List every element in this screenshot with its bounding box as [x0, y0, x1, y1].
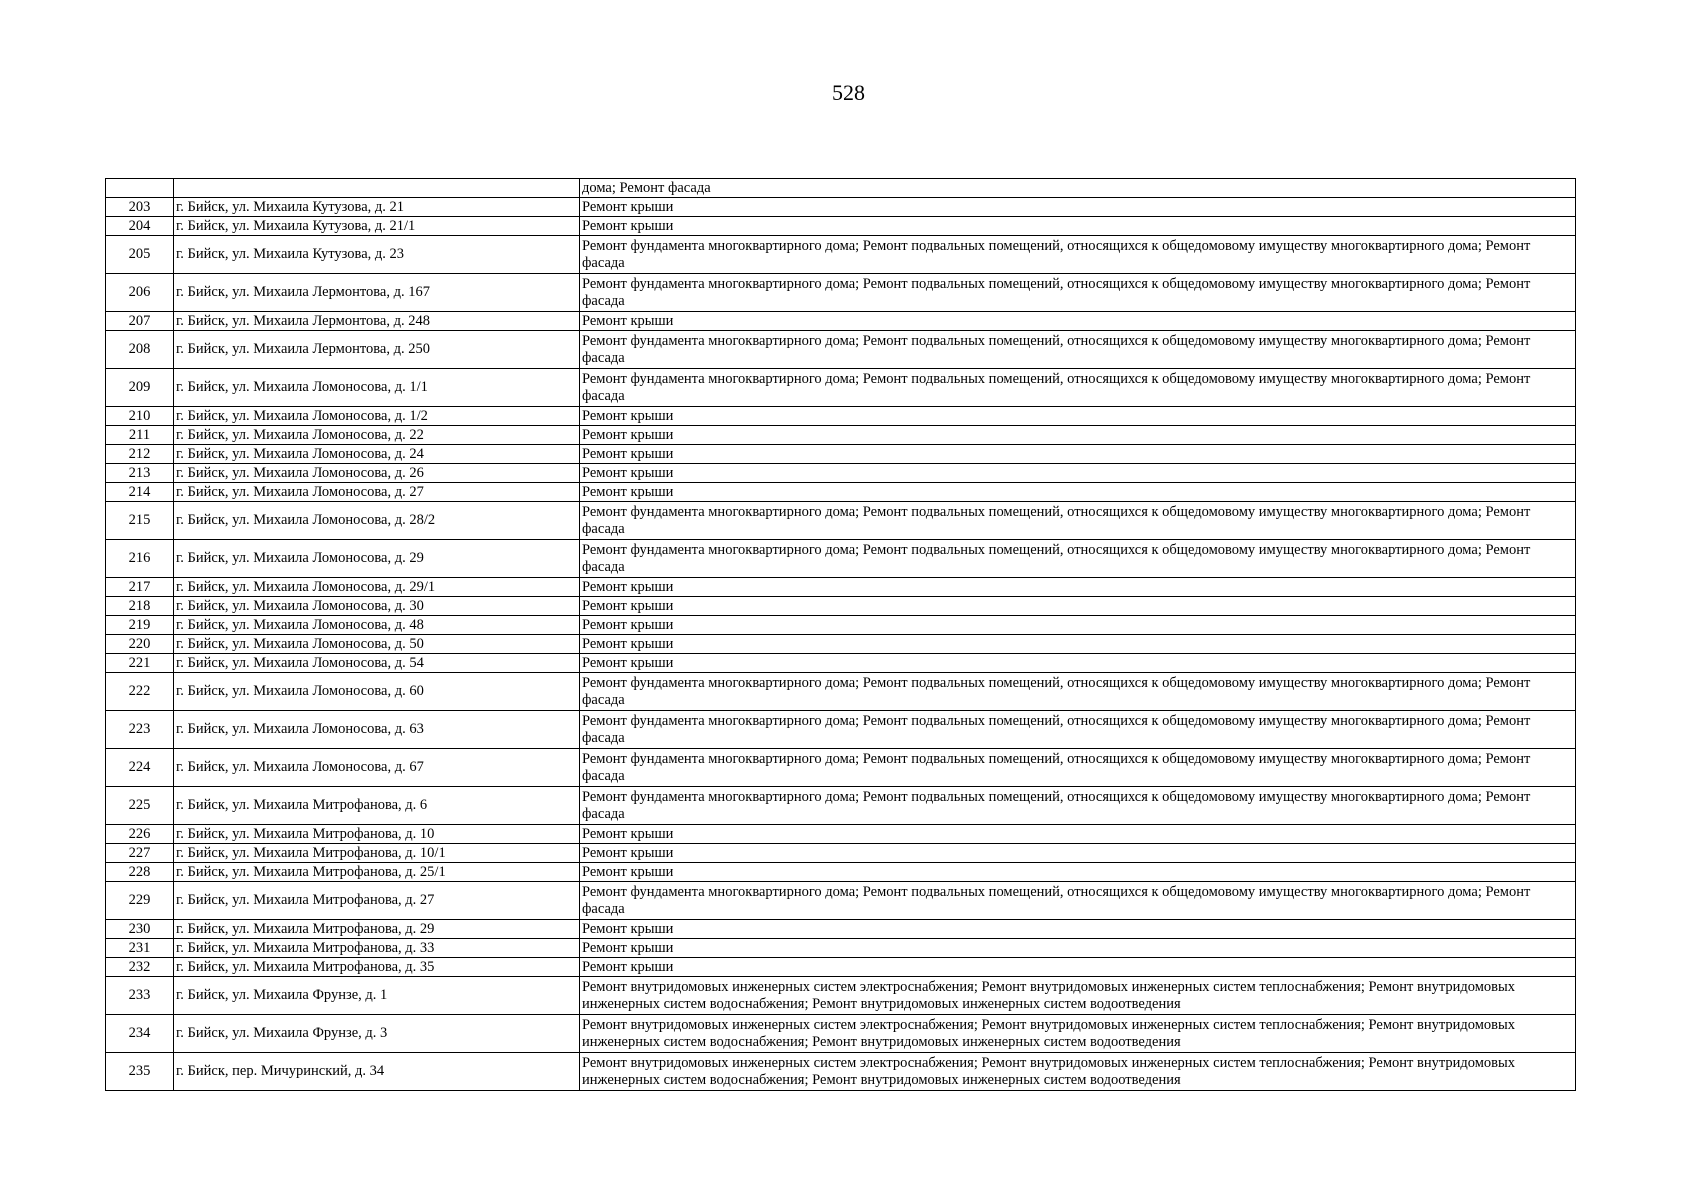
- row-number: 226: [106, 825, 174, 844]
- table-row: [106, 179, 1576, 198]
- row-number: [106, 179, 174, 198]
- work-type-cell: Ремонт фундамента многоквартирного дома; Ремонт подвальных помещений, относящихся к общедомовому имуществу многоквартирного дома; Ремонт фасада: [580, 673, 1576, 711]
- row-number: 215: [106, 502, 174, 540]
- address-cell: г. Бийск, ул. Михаила Митрофанова, д. 35: [174, 958, 580, 977]
- work-type-cell: Ремонт крыши: [580, 426, 1576, 445]
- address-cell: г. Бийск, ул. Михаила Кутузова, д. 21/1: [174, 217, 580, 236]
- address-cell: г. Бийск, ул. Михаила Ломоносова, д. 24: [174, 445, 580, 464]
- work-type-cell: Ремонт крыши: [580, 407, 1576, 426]
- work-type-cell: Ремонт крыши: [580, 217, 1576, 236]
- work-type-cell: Ремонт крыши: [580, 445, 1576, 464]
- table-row: [106, 1015, 1576, 1053]
- row-number: 223: [106, 711, 174, 749]
- row-number: 227: [106, 844, 174, 863]
- address-cell: г. Бийск, ул. Михаила Лермонтова, д. 250: [174, 331, 580, 369]
- address-cell: г. Бийск, ул. Михаила Кутузова, д. 23: [174, 236, 580, 274]
- table-row: [106, 635, 1576, 654]
- address-cell: г. Бийск, ул. Михаила Митрофанова, д. 33: [174, 939, 580, 958]
- work-type-cell: Ремонт фундамента многоквартирного дома; Ремонт подвальных помещений, относящихся к общедомовому имуществу многоквартирного дома; Ремонт фасада: [580, 787, 1576, 825]
- address-cell: г. Бийск, ул. Михаила Митрофанова, д. 10: [174, 825, 580, 844]
- row-number: 217: [106, 578, 174, 597]
- work-type-cell: Ремонт внутридомовых инженерных систем электроснабжения; Ремонт внутридомовых инженерных систем теплоснабжения; Ремонт внутридомовых инженерных систем водоснабжения; Ремонт внутридомовых инженерных систем водоотведения: [580, 1015, 1576, 1053]
- table-body: [106, 179, 1576, 1091]
- work-type-cell: Ремонт крыши: [580, 198, 1576, 217]
- row-number: 224: [106, 749, 174, 787]
- table-row: [106, 578, 1576, 597]
- work-type-cell: Ремонт фундамента многоквартирного дома; Ремонт подвальных помещений, относящихся к общедомовому имуществу многоквартирного дома; Ремонт фасада: [580, 882, 1576, 920]
- work-type-cell: дома; Ремонт фасада: [580, 179, 1576, 198]
- address-cell: [174, 179, 580, 198]
- address-cell: г. Бийск, ул. Михаила Ломоносова, д. 27: [174, 483, 580, 502]
- row-number: 231: [106, 939, 174, 958]
- table-row: [106, 369, 1576, 407]
- table-row: [106, 673, 1576, 711]
- address-cell: г. Бийск, ул. Михаила Фрунзе, д. 3: [174, 1015, 580, 1053]
- work-type-cell: Ремонт фундамента многоквартирного дома; Ремонт подвальных помещений, относящихся к общедомовому имуществу многоквартирного дома; Ремонт фасада: [580, 236, 1576, 274]
- table-row: [106, 198, 1576, 217]
- address-cell: г. Бийск, ул. Михаила Ломоносова, д. 50: [174, 635, 580, 654]
- row-number: 208: [106, 331, 174, 369]
- table-row: [106, 825, 1576, 844]
- row-number: 207: [106, 312, 174, 331]
- row-number: 220: [106, 635, 174, 654]
- work-type-cell: Ремонт фундамента многоквартирного дома; Ремонт подвальных помещений, относящихся к общедомовому имуществу многоквартирного дома; Ремонт фасада: [580, 331, 1576, 369]
- table-row: [106, 274, 1576, 312]
- work-type-cell: Ремонт крыши: [580, 464, 1576, 483]
- table-row: [106, 236, 1576, 274]
- table-row: [106, 312, 1576, 331]
- work-type-cell: Ремонт фундамента многоквартирного дома; Ремонт подвальных помещений, относящихся к общедомовому имуществу многоквартирного дома; Ремонт фасада: [580, 369, 1576, 407]
- address-cell: г. Бийск, ул. Михаила Ломоносова, д. 67: [174, 749, 580, 787]
- row-number: 203: [106, 198, 174, 217]
- row-number: 212: [106, 445, 174, 464]
- work-type-cell: Ремонт крыши: [580, 654, 1576, 673]
- row-number: 213: [106, 464, 174, 483]
- table-row: [106, 464, 1576, 483]
- address-cell: г. Бийск, ул. Михаила Кутузова, д. 21: [174, 198, 580, 217]
- address-cell: г. Бийск, ул. Михаила Ломоносова, д. 30: [174, 597, 580, 616]
- table-row: [106, 958, 1576, 977]
- work-type-cell: Ремонт фундамента многоквартирного дома; Ремонт подвальных помещений, относящихся к общедомовому имуществу многоквартирного дома; Ремонт фасада: [580, 749, 1576, 787]
- address-cell: г. Бийск, ул. Михаила Митрофанова, д. 6: [174, 787, 580, 825]
- work-type-cell: Ремонт крыши: [580, 825, 1576, 844]
- work-type-cell: Ремонт крыши: [580, 578, 1576, 597]
- repair-works-table: [105, 178, 1576, 1091]
- row-number: 205: [106, 236, 174, 274]
- table-row: [106, 787, 1576, 825]
- table-row: [106, 217, 1576, 236]
- table-row: [106, 407, 1576, 426]
- address-cell: г. Бийск, ул. Михаила Фрунзе, д. 1: [174, 977, 580, 1015]
- row-number: 222: [106, 673, 174, 711]
- address-cell: г. Бийск, ул. Михаила Митрофанова, д. 29: [174, 920, 580, 939]
- address-cell: г. Бийск, ул. Михаила Ломоносова, д. 22: [174, 426, 580, 445]
- table-row: [106, 502, 1576, 540]
- row-number: 232: [106, 958, 174, 977]
- row-number: 216: [106, 540, 174, 578]
- address-cell: г. Бийск, ул. Михаила Ломоносова, д. 26: [174, 464, 580, 483]
- work-type-cell: Ремонт фундамента многоквартирного дома; Ремонт подвальных помещений, относящихся к общедомовому имуществу многоквартирного дома; Ремонт фасада: [580, 502, 1576, 540]
- row-number: 206: [106, 274, 174, 312]
- table-row: [106, 882, 1576, 920]
- table-row: [106, 616, 1576, 635]
- work-type-cell: Ремонт крыши: [580, 939, 1576, 958]
- row-number: 211: [106, 426, 174, 445]
- work-type-cell: Ремонт крыши: [580, 863, 1576, 882]
- table-row: [106, 939, 1576, 958]
- address-cell: г. Бийск, ул. Михаила Ломоносова, д. 29: [174, 540, 580, 578]
- row-number: 214: [106, 483, 174, 502]
- work-type-cell: Ремонт фундамента многоквартирного дома; Ремонт подвальных помещений, относящихся к общедомовому имуществу многоквартирного дома; Ремонт фасада: [580, 711, 1576, 749]
- address-cell: г. Бийск, ул. Михаила Лермонтова, д. 248: [174, 312, 580, 331]
- table-row: [106, 749, 1576, 787]
- row-number: 230: [106, 920, 174, 939]
- row-number: 209: [106, 369, 174, 407]
- row-number: 204: [106, 217, 174, 236]
- address-cell: г. Бийск, ул. Михаила Митрофанова, д. 10/1: [174, 844, 580, 863]
- address-cell: г. Бийск, ул. Михаила Ломоносова, д. 54: [174, 654, 580, 673]
- row-number: 233: [106, 977, 174, 1015]
- table-row: [106, 1053, 1576, 1091]
- work-type-cell: Ремонт крыши: [580, 616, 1576, 635]
- work-type-cell: Ремонт фундамента многоквартирного дома; Ремонт подвальных помещений, относящихся к общедомовому имуществу многоквартирного дома; Ремонт фасада: [580, 540, 1576, 578]
- table-row: [106, 445, 1576, 464]
- table-row: [106, 483, 1576, 502]
- work-type-cell: Ремонт крыши: [580, 958, 1576, 977]
- address-cell: г. Бийск, ул. Михаила Лермонтова, д. 167: [174, 274, 580, 312]
- work-type-cell: Ремонт крыши: [580, 483, 1576, 502]
- table-row: [106, 331, 1576, 369]
- table-row: [106, 540, 1576, 578]
- table-row: [106, 597, 1576, 616]
- work-type-cell: Ремонт крыши: [580, 635, 1576, 654]
- address-cell: г. Бийск, ул. Михаила Ломоносова, д. 28/2: [174, 502, 580, 540]
- table-row: [106, 920, 1576, 939]
- row-number: 219: [106, 616, 174, 635]
- page-number: 528: [832, 80, 865, 105]
- address-cell: г. Бийск, ул. Михаила Митрофанова, д. 25/1: [174, 863, 580, 882]
- table-row: [106, 711, 1576, 749]
- row-number: 221: [106, 654, 174, 673]
- address-cell: г. Бийск, ул. Михаила Ломоносова, д. 60: [174, 673, 580, 711]
- row-number: 225: [106, 787, 174, 825]
- work-type-cell: Ремонт фундамента многоквартирного дома; Ремонт подвальных помещений, относящихся к общедомовому имуществу многоквартирного дома; Ремонт фасада: [580, 274, 1576, 312]
- work-type-cell: Ремонт внутридомовых инженерных систем электроснабжения; Ремонт внутридомовых инженерных систем теплоснабжения; Ремонт внутридомовых инженерных систем водоснабжения; Ремонт внутридомовых инженерных систем водоотведения: [580, 977, 1576, 1015]
- row-number: 210: [106, 407, 174, 426]
- row-number: 218: [106, 597, 174, 616]
- table-row: [106, 654, 1576, 673]
- address-cell: г. Бийск, ул. Михаила Ломоносова, д. 48: [174, 616, 580, 635]
- table-row: [106, 844, 1576, 863]
- row-number: 229: [106, 882, 174, 920]
- row-number: 234: [106, 1015, 174, 1053]
- work-type-cell: Ремонт крыши: [580, 920, 1576, 939]
- work-type-cell: Ремонт внутридомовых инженерных систем электроснабжения; Ремонт внутридомовых инженерных систем теплоснабжения; Ремонт внутридомовых инженерных систем водоснабжения; Ремонт внутридомовых инженерных систем водоотведения: [580, 1053, 1576, 1091]
- address-cell: г. Бийск, ул. Михаила Митрофанова, д. 27: [174, 882, 580, 920]
- address-cell: г. Бийск, ул. Михаила Ломоносова, д. 1/1: [174, 369, 580, 407]
- row-number: 235: [106, 1053, 174, 1091]
- table-row: [106, 863, 1576, 882]
- work-type-cell: Ремонт крыши: [580, 844, 1576, 863]
- address-cell: г. Бийск, ул. Михаила Ломоносова, д. 29/1: [174, 578, 580, 597]
- table-row: [106, 426, 1576, 445]
- work-type-cell: Ремонт крыши: [580, 312, 1576, 331]
- address-cell: г. Бийск, пер. Мичуринский, д. 34: [174, 1053, 580, 1091]
- row-number: 228: [106, 863, 174, 882]
- table-row: [106, 977, 1576, 1015]
- work-type-cell: Ремонт крыши: [580, 597, 1576, 616]
- address-cell: г. Бийск, ул. Михаила Ломоносова, д. 63: [174, 711, 580, 749]
- address-cell: г. Бийск, ул. Михаила Ломоносова, д. 1/2: [174, 407, 580, 426]
